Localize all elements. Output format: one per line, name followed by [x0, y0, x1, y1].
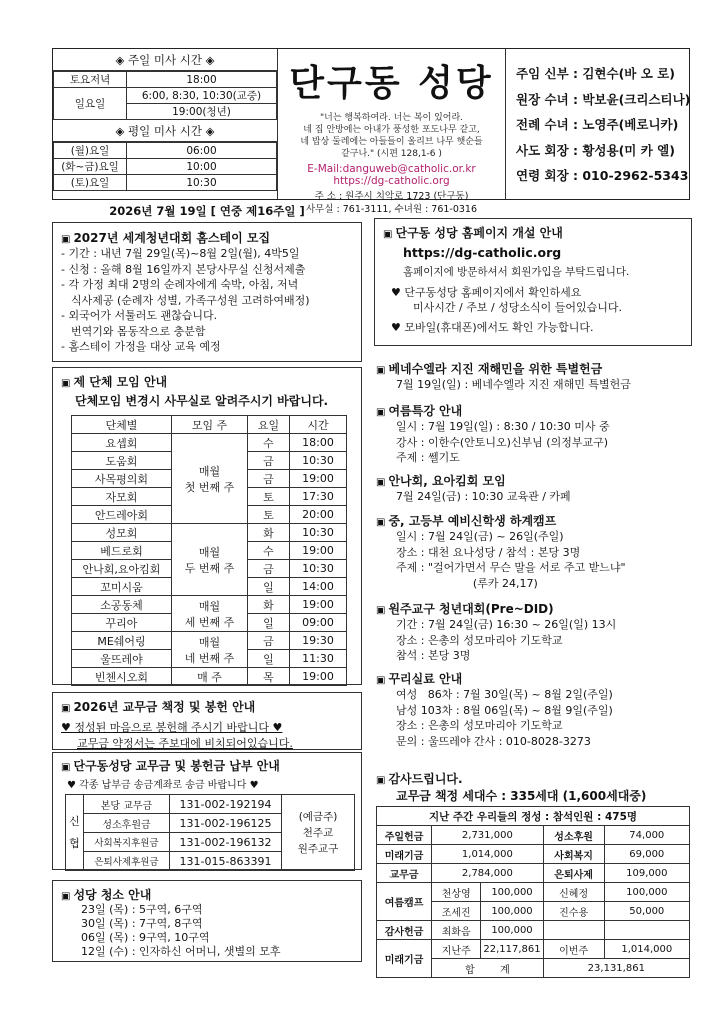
table-header: 모임 주: [172, 416, 248, 434]
homepage-section: [374, 218, 692, 346]
donor-name: 최화음: [432, 921, 481, 940]
text-line: 주제 : "걸어가면서 무슨 말을 서로 주고 받느냐": [396, 561, 626, 574]
mass-day: 일요일: [54, 88, 127, 120]
date-line: 2026년 7월 19일 [ 연중 제16주일 ]: [109, 204, 305, 218]
quote-line: 네 밥상 둘레에는 아들들이 올리브 나무 햇순들: [300, 137, 483, 147]
text-line: (루카 24,17): [396, 576, 538, 590]
amount: 100,000: [481, 883, 543, 902]
week-cell: 매월 첫 번째 주: [172, 434, 248, 524]
group-name: 요셉회: [72, 434, 172, 452]
group-name: ME쉐어링: [72, 632, 172, 650]
row-label: 주일헌금: [377, 826, 432, 845]
announcement-item: [376, 472, 694, 512]
table-header: 시간: [290, 416, 347, 434]
square-icon: ▣: [61, 703, 71, 714]
staff-item: 주임 신부 : 김현수(바 오 로): [516, 66, 675, 81]
accounts-section: [52, 752, 362, 870]
square-icon: ▣: [61, 378, 71, 389]
group-time: 11:30: [290, 650, 347, 668]
amount: 100,000: [481, 902, 543, 921]
announcement-title: ▣ 원주교구 청년대회(Pre~DID): [376, 602, 554, 616]
account-name: 은퇴사제후원금: [84, 852, 170, 871]
tithe-section: [52, 692, 362, 750]
group-name: 사목평의회: [72, 470, 172, 488]
bank-label: 신협: [66, 795, 84, 871]
text-line: 문의 : 울뜨레야 간사 : 010-8028-3273: [396, 734, 591, 748]
group-name: 울뜨레야: [72, 650, 172, 668]
table-header: 단체별: [72, 416, 172, 434]
text-line: 여성 86차 : 7월 30일(목) ~ 8월 2일(주일): [396, 688, 613, 701]
announcement-title: ▣ 베네수엘라 지진 재해민을 위한 특별헌금: [376, 362, 603, 376]
row-label: 성소후원: [543, 826, 604, 845]
group-day: 화: [248, 524, 290, 542]
psalm-quote: [278, 112, 505, 160]
group-time: 10:30: [290, 560, 347, 578]
text-line: 12일 (수) : 인자하신 어머니, 샛별의 모후: [81, 945, 281, 958]
staff-item: 원장 수녀 : 박보윤(크리스티나): [516, 91, 691, 107]
offerings-table: [376, 806, 690, 978]
announcement-item: [376, 600, 694, 670]
amount: 2,784,000: [432, 864, 544, 883]
table-row: [72, 668, 347, 686]
text-line: 홈페이지에 방문하셔서 회원가입을 부탁드립니다.: [403, 266, 630, 278]
text-line: 30일 (목) : 7구역, 8구역: [81, 917, 203, 930]
announcement-item: [376, 402, 694, 472]
text-line: 기간 : 7월 24일(금) 16:30 ~ 26일(일) 13시: [396, 618, 617, 631]
text-line: 미사시간 / 주보 / 성당소식이 들어있습니다.: [413, 301, 623, 314]
group-day: 일: [248, 578, 290, 596]
mass-time: 6:00, 8:30, 10:30(교중): [127, 88, 277, 104]
row-label: 감사헌금: [377, 921, 432, 940]
account-name: 사회복지후원금: [84, 833, 170, 852]
text-line: 참석 : 본당 3명: [396, 649, 471, 662]
group-day: 목: [248, 668, 290, 686]
amount: 2,731,000: [432, 826, 544, 845]
text-line: ♥ 단구동성당 홈페이지에서 확인하세요: [391, 285, 582, 299]
group-day: 수: [248, 434, 290, 452]
amount: 22,117,861: [481, 940, 543, 959]
group-day: 금: [248, 632, 290, 650]
text-line: 남성 103차 : 8월 06일(목) ~ 8월 9일(주일): [396, 703, 613, 717]
account-number[interactable]: 131-015-863391: [170, 852, 282, 871]
donor-name: 조세진: [432, 902, 481, 921]
text-line: 일시 : 7월 19일(일) : 8:30 / 10:30 미사 중: [396, 420, 610, 433]
period-label: 이번주: [543, 940, 604, 959]
parish-title-block: [278, 49, 505, 216]
week-cell: 매월 네 번째 주: [172, 632, 248, 668]
text-line: 06일 (목) : 9구역, 10구역: [81, 931, 210, 944]
table-row: [72, 434, 347, 452]
table-row: [377, 864, 690, 883]
text-line: - 신청 : 올해 8월 16일까지 본당사무실 신청서제출: [61, 262, 306, 276]
staff-item: 사도 회장 : 황성용(미 카 엘): [516, 142, 675, 158]
text-line: 식사제공 (순례자 성별, 가족구성원 고려하여배정): [71, 293, 310, 307]
mass-day: (토)요일: [54, 175, 127, 191]
staff-panel: [505, 49, 690, 199]
group-name: 소공동체: [72, 596, 172, 614]
mass-day: (화~금)요일: [54, 159, 127, 175]
section-title: ▣ 2027년 세계청년대회 홈스테이 모집: [61, 231, 271, 245]
group-name: 도움회: [72, 452, 172, 470]
amount: 100,000: [604, 883, 689, 902]
donor-name: 천상영: [432, 883, 481, 902]
row-label: 교무금: [377, 864, 432, 883]
square-icon: ▣: [376, 775, 386, 786]
group-name: 성모회: [72, 524, 172, 542]
group-name: 빈첸시오회: [72, 668, 172, 686]
sunday-mass-title: ◈ 주일 미사 시간 ◈: [53, 49, 277, 71]
square-icon: ▣: [376, 517, 386, 528]
group-time: 19:00: [290, 542, 347, 560]
tithe-notice: ♥ 정성된 마음으로 봉헌해 주시기 바랍니다 ♥: [61, 721, 283, 734]
group-name: 안나회,요아킴회: [72, 560, 172, 578]
text-line: 7월 19일(일) : 베네수엘라 지진 재해민 특별헌금: [396, 378, 631, 391]
section-subtitle: 단체모임 변경시 사무실로 알려주시기 바랍니다.: [75, 394, 329, 408]
text-line: 장소 : 은총의 성모마리아 기도학교: [396, 633, 563, 647]
amount: 1,014,000: [604, 940, 689, 959]
mass-time: 18:00: [127, 72, 277, 88]
group-name: 꾸리아: [72, 614, 172, 632]
weekday-mass-title: ◈ 평일 미사 시간 ◈: [53, 120, 277, 142]
group-name: 베드로회: [72, 542, 172, 560]
announcement-item: [376, 360, 694, 402]
weekday-mass-table: [53, 142, 277, 191]
thanks-subtitle: 교무금 책정 세대수 : 335세대 (1,600세대중): [396, 789, 647, 803]
text-line: ♥ 모바일(휴대폰)에서도 확인 가능합니다.: [391, 320, 594, 334]
section-title: ▣ 성당 청소 안내: [61, 888, 152, 902]
text-line: 7월 24일(금) : 10:30 교육관 / 카페: [396, 490, 571, 503]
announcement-title: ▣ 꾸리실료 안내: [376, 672, 463, 686]
youth-homestay-section: [52, 222, 362, 362]
section-title: ▣ 제 단체 모임 안내: [61, 375, 168, 389]
account-holder: (예금주) 천주교 원주교구: [282, 795, 355, 871]
amount: 100,000: [481, 921, 543, 940]
group-time: 18:00: [290, 434, 347, 452]
text-line: 주제 : 쎌기도: [396, 451, 460, 464]
group-time: 17:30: [290, 488, 347, 506]
group-time: 19:00: [290, 596, 347, 614]
group-day: 금: [248, 560, 290, 578]
tithe-notice-2: 교무금 약정서는 주보대에 비치되어있습니다.: [77, 736, 293, 750]
text-line: 23일 (목) : 5구역, 6구역: [81, 903, 203, 916]
table-row: [72, 632, 347, 650]
amount: 1,014,000: [432, 845, 544, 864]
sunday-mass-table: [53, 71, 277, 120]
row-label: 미래기금: [377, 940, 432, 978]
group-name: 꼬미시움: [72, 578, 172, 596]
announcement-title: ▣ 중, 고등부 예비신학생 하계캠프: [376, 514, 557, 528]
week-cell: 매 주: [172, 668, 248, 686]
group-time: 19:30: [290, 632, 347, 650]
quote-line: "너는 행복하여라. 너는 복이 있어라.: [319, 113, 464, 123]
group-day: 토: [248, 506, 290, 524]
row-label: 은퇴사제: [543, 864, 604, 883]
table-row: [72, 596, 347, 614]
mass-time: 06:00: [127, 143, 277, 159]
row-label: 여름캠프: [377, 883, 432, 921]
phone-numbers: 사무실 : 761-3111, 수녀원 : 761-0316: [305, 204, 478, 215]
donor-name: 신혜정: [543, 883, 604, 902]
address: 주 소 : 원주시 치악로 1723 (단구동): [314, 191, 469, 202]
mass-time: 10:30: [127, 175, 277, 191]
group-time: 19:00: [290, 470, 347, 488]
group-time: 10:30: [290, 452, 347, 470]
row-label: 사회복지: [543, 845, 604, 864]
week-cell: 매월 세 번째 주: [172, 596, 248, 632]
mass-day: (월)요일: [54, 143, 127, 159]
group-time: 20:00: [290, 506, 347, 524]
square-icon: ▣: [61, 891, 71, 902]
mass-times-panel: [53, 49, 278, 199]
announcement-title: ▣ 안나회, 요아킴회 모임: [376, 474, 506, 488]
group-name: 안드레아회: [72, 506, 172, 524]
mass-time: 10:00: [127, 159, 277, 175]
donor-name: 진수용: [543, 902, 604, 921]
table-row: [377, 826, 690, 845]
email-link[interactable]: E-Mail:danguweb@catholic.or.kr: [307, 163, 476, 175]
week-cell: 매월 두 번째 주: [172, 524, 248, 596]
section-title: ▣ 단구동 성당 홈페이지 개설 안내: [383, 226, 563, 240]
mass-time: 19:00(청년): [127, 104, 277, 120]
cleaning-section: [52, 880, 362, 962]
accounts-table: [65, 794, 355, 871]
amount: 69,000: [604, 845, 689, 864]
text-line: 장소 : 대천 요나성당 / 참석 : 본당 3명: [396, 545, 581, 559]
groups-section: [52, 367, 362, 685]
quote-line: 같구나." (시편 128,1-6 ): [341, 149, 442, 159]
empty-cell: [543, 921, 604, 940]
staff-item: 전례 수녀 : 노영주(베로니카): [516, 117, 679, 132]
account-name: 성소후원금: [84, 814, 170, 833]
text-line: 번역기와 몸동작으로 충분함: [71, 324, 206, 338]
period-label: 지난주: [432, 940, 481, 959]
square-icon: ▣: [376, 477, 386, 488]
amount: 50,000: [604, 902, 689, 921]
total-amount: 23,131,861: [543, 959, 689, 978]
text-line: 일시 : 7월 24일(금) ~ 26일(주일): [396, 530, 564, 543]
square-icon: ▣: [376, 675, 386, 686]
group-time: 09:00: [290, 614, 347, 632]
mass-day: 토요저녁: [54, 72, 127, 88]
group-time: 19:00: [290, 668, 347, 686]
table-row: [377, 845, 690, 864]
staff-item: 연령 회장 : 010-2962-5343: [516, 168, 689, 183]
group-time: 14:00: [290, 578, 347, 596]
text-line: 장소 : 은총의 성모마리아 기도학교: [396, 719, 563, 732]
account-number[interactable]: 131-002-196125: [170, 814, 282, 833]
square-icon: ▣: [376, 605, 386, 616]
account-number[interactable]: 131-002-196132: [170, 833, 282, 852]
text-line: - 외국어가 서툴러도 괜찮습니다.: [61, 309, 218, 322]
section-title: ▣ 2026년 교무금 책정 및 봉헌 안내: [61, 700, 256, 714]
section-title: ▣ 감사드립니다.: [376, 772, 463, 786]
square-icon: ▣: [61, 234, 71, 245]
amount: 109,000: [604, 864, 689, 883]
text-line: - 홈스테이 가정을 대상 교육 예정: [61, 340, 221, 353]
table-row: [377, 883, 690, 902]
announcement-item: [376, 512, 694, 600]
announcements: [376, 360, 694, 764]
table-row: [377, 921, 690, 940]
homepage-url[interactable]: https://dg-catholic.org: [403, 245, 562, 260]
table-title: 지난 주간 우리들의 정성 : 참석인원 : 475명: [377, 807, 690, 826]
thanks-section: [376, 770, 694, 978]
square-icon: ▣: [376, 407, 386, 418]
row-label: 미래기금: [377, 845, 432, 864]
group-day: 화: [248, 596, 290, 614]
group-name: 자모회: [72, 488, 172, 506]
website-link[interactable]: https://dg-catholic.org: [333, 175, 450, 187]
group-time: 10:30: [290, 524, 347, 542]
account-number[interactable]: 131-002-192194: [170, 795, 282, 814]
groups-table: [71, 415, 347, 686]
square-icon: ▣: [383, 229, 393, 240]
account-name: 본당 교무금: [84, 795, 170, 814]
text-line: - 기간 : 내년 7월 29일(목)~8월 2일(월), 4박5일: [61, 247, 300, 260]
square-icon: ▣: [376, 365, 386, 376]
group-day: 수: [248, 542, 290, 560]
announcement-title: ▣ 여름특강 안내: [376, 404, 463, 418]
table-row: [72, 524, 347, 542]
section-title: ▣ 단구동성당 교무금 및 봉헌금 납부 안내: [61, 759, 280, 773]
group-day: 금: [248, 470, 290, 488]
group-day: 일: [248, 650, 290, 668]
table-header: 요일: [248, 416, 290, 434]
empty-cell: [604, 921, 689, 940]
table-row: [377, 940, 690, 959]
text-line: - 각 가정 최대 2명의 순례자에게 숙박, 아침, 저녁: [61, 278, 299, 291]
square-icon: ▣: [61, 762, 71, 773]
announcement-item: [376, 670, 694, 764]
group-day: 금: [248, 452, 290, 470]
amount: 74,000: [604, 826, 689, 845]
text-line: 강사 : 이한수(안토니오)신부님 (의정부교구): [396, 435, 609, 449]
accounts-note: ♥ 각종 납부금 송금계좌로 송금 바랍니다 ♥: [67, 780, 259, 791]
group-day: 토: [248, 488, 290, 506]
group-day: 일: [248, 614, 290, 632]
parish-name: 단구동 성당: [289, 63, 494, 104]
total-label: 합 계: [432, 959, 544, 978]
quote-line: 네 집 안방에는 아내가 풍성한 포도나무 같고,: [303, 125, 480, 135]
